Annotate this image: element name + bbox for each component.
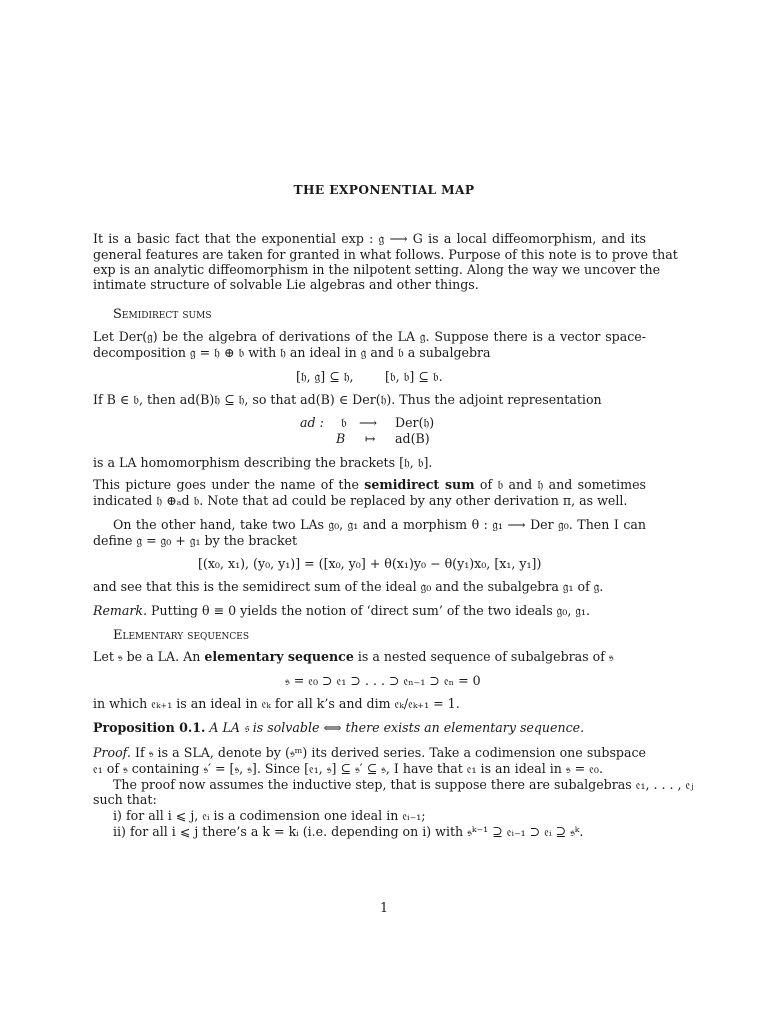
proof-label: Proof. (93, 745, 131, 760)
proof-text-1: If 𝔰 is a SLA, denote by (𝔰ᵐ) its derived series. Take a codimension one subspace (130, 745, 646, 760)
map-codomain: Der(𝔥) (395, 415, 435, 430)
line-semidirect-sum (93, 477, 646, 492)
line-in-which: in which 𝔢ₖ₊₁ is an ideal in 𝔢ₖ for all k’s and dim 𝔢ₖ/𝔢ₖ₊₁ = 1. (93, 696, 460, 711)
equation-sequence: 𝔰 = 𝔢₀ ⊃ 𝔢₁ ⊃ . . . ⊃ 𝔢ₙ₋₁ ⊃ 𝔢ₙ = 0 (285, 673, 481, 688)
map-arrow: ⟶ (359, 415, 378, 430)
proof-line-2: 𝔢₁ of 𝔰 containing 𝔰′ = [𝔰, 𝔰]. Since [𝔢₁, 𝔰] ⊆ 𝔰′ ⊆ 𝔰, I have that 𝔢₁ is an ideal in 𝔰 = 𝔢₀. (93, 761, 603, 776)
section-heading-semidirect: Semidirect sums (113, 307, 212, 322)
line-if-b: If B ∈ 𝔟, then ad(B)𝔥 ⊆ 𝔥, so that ad(B) ∈ Der(𝔥). Thus the adjoint representation (93, 392, 602, 407)
page-number: 1 (379, 900, 388, 915)
map-mapsto: ↦ (365, 431, 376, 446)
intro-line-1: It is a basic fact that the exponential exp : 𝔤 ⟶ G is a local diffeomorphism, and its (93, 231, 646, 246)
proposition-label: Proposition 0.1. (93, 720, 206, 735)
proposition (93, 720, 584, 735)
term-elementary-sequence: elementary sequence (204, 649, 354, 664)
equation-subalgebra: [𝔟, 𝔟] ⊆ 𝔟. (385, 369, 443, 384)
equation-ideal: [𝔥, 𝔤] ⊆ 𝔥, (296, 369, 354, 384)
elementary-post: is a nested sequence of subalgebras of 𝔰 (353, 649, 614, 664)
proof-line-3: The proof now assumes the inductive step, that is suppose there are subalgebras 𝔢₁, . . . , 𝔢ⱼ (113, 777, 694, 792)
semidirect-post: of 𝔟 and 𝔥 and sometimes (474, 477, 646, 492)
line-indicated: indicated 𝔥 ⊕ₐd 𝔟. Note that ad could be replaced by any other derivation π, as well. (93, 493, 628, 508)
term-semidirect-sum: semidirect sum (364, 477, 475, 492)
semidirect-line-1: Let Der(𝔤) be the algebra of derivations of the LA 𝔤. Suppose there is a vector space- (93, 329, 646, 344)
section-heading-elementary: Elementary sequences (113, 628, 250, 643)
map-ad-label: ad : (300, 415, 324, 430)
intro-line-4: intimate structure of solvable Lie algebras and other things. (93, 277, 479, 292)
proof-item-2: ii) for all i ⩽ j there’s a k = kᵢ (i.e. depending on i) with 𝔰ᵏ⁻¹ ⊇ 𝔢ᵢ₋₁ ⊃ 𝔢ᵢ ⊇ 𝔰ᵏ. (113, 824, 584, 839)
line-homomorphism: is a LA homomorphism describing the brackets [𝔥, 𝔟]. (93, 455, 433, 470)
proposition-text: A LA 𝔰 is solvable ⟺ there exists an elementary sequence. (205, 720, 585, 735)
page-title: THE EXPONENTIAL MAP (293, 183, 475, 197)
proof-line-4: such that: (93, 792, 157, 807)
remark-label: Remark. (93, 603, 148, 618)
equation-bracket: [(x₀, x₁), (y₀, y₁)] = ([x₀, y₀] + θ(x₁)y₀ − θ(y₁)x₀, [x₁, y₁]) (198, 556, 542, 571)
proof-line-1 (93, 745, 646, 760)
proof-item-1: i) for all i ⩽ j, 𝔢ᵢ is a codimension one ideal in 𝔢ᵢ₋₁; (113, 808, 426, 823)
remark-text: Putting θ ≡ 0 yields the notion of ‘direct sum’ of the two ideals 𝔤₀, 𝔤₁. (147, 603, 590, 618)
remark (93, 603, 590, 618)
line-define: define 𝔤 = 𝔤₀ + 𝔤₁ by the bracket (93, 533, 298, 548)
map-image: ad(B) (395, 431, 430, 446)
line-see-that: and see that this is the semidirect sum of the ideal 𝔤₀ and the subalgebra 𝔤₁ of 𝔤. (93, 579, 604, 594)
elementary-pre: Let 𝔰 be a LA. An (93, 649, 205, 664)
line-let-s (93, 649, 614, 664)
intro-line-2: general features are taken for granted in what follows. Purpose of this note is to prove that (93, 247, 678, 262)
map-domain: 𝔟 (341, 415, 347, 430)
semidirect-pre: This picture goes under the name of the (93, 477, 365, 492)
semidirect-line-2: decomposition 𝔤 = 𝔥 ⊕ 𝔟 with 𝔥 an ideal in 𝔤 and 𝔟 a subalgebra (93, 345, 491, 360)
map-element: B (336, 431, 346, 446)
line-other-hand: On the other hand, take two LAs 𝔤₀, 𝔤₁ and a morphism θ : 𝔤₁ ⟶ Der 𝔤₀. Then I can (113, 517, 646, 532)
intro-line-3: exp is an analytic diffeomorphism in the nilpotent setting. Along the way we uncover the (93, 262, 661, 277)
